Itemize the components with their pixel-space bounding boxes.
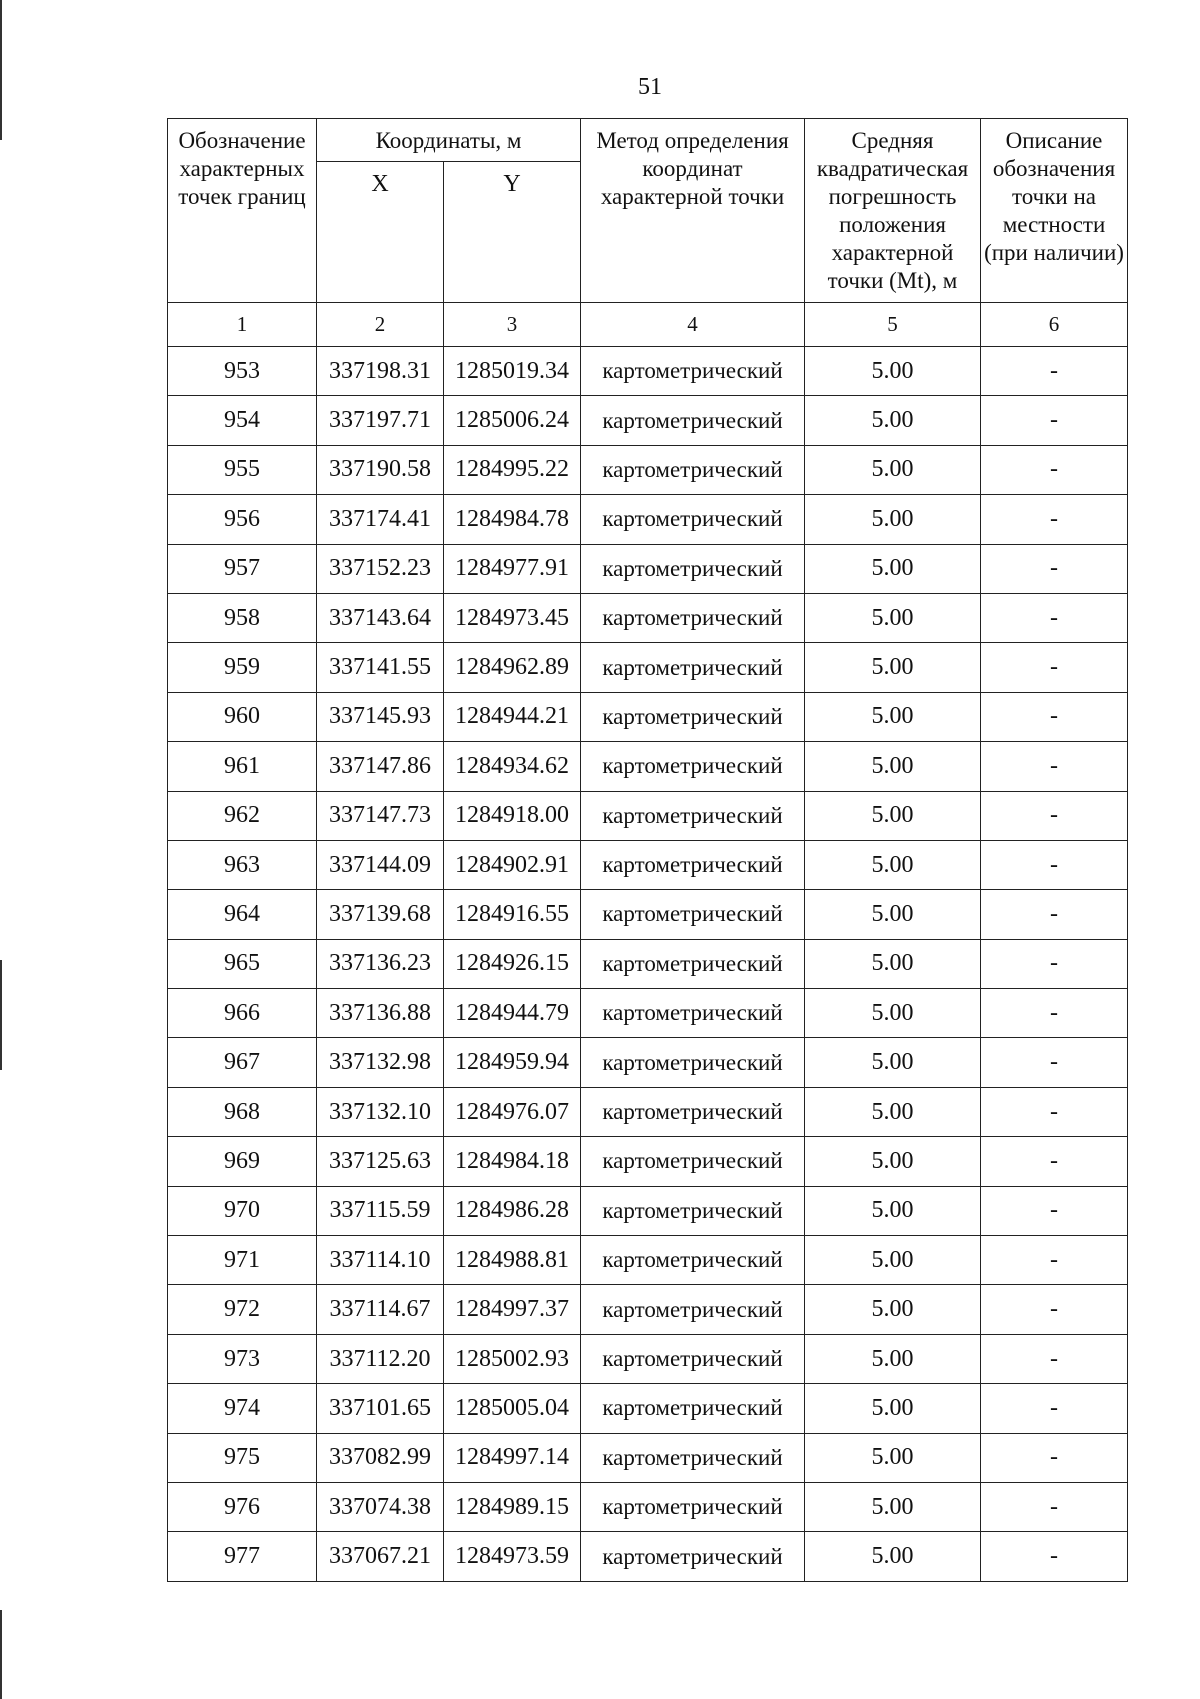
point-id-cell: 969 bbox=[168, 1137, 317, 1186]
error-cell: 5.00 bbox=[805, 791, 981, 840]
coord-y-cell: 1284976.07 bbox=[444, 1087, 581, 1136]
error-cell: 5.00 bbox=[805, 643, 981, 692]
coord-x-cell: 337152.23 bbox=[317, 544, 444, 593]
description-cell: - bbox=[981, 593, 1128, 642]
description-cell: - bbox=[981, 495, 1128, 544]
coord-y-cell: 1284944.79 bbox=[444, 989, 581, 1038]
description-cell: - bbox=[981, 890, 1128, 939]
coord-y-cell: 1284986.28 bbox=[444, 1186, 581, 1235]
table-row bbox=[168, 1285, 1128, 1334]
point-id-cell: 977 bbox=[168, 1532, 317, 1581]
coord-y-cell: 1284984.18 bbox=[444, 1137, 581, 1186]
coord-y-cell: 1284997.14 bbox=[444, 1433, 581, 1482]
method-cell: картометрический bbox=[581, 840, 805, 889]
method-cell: картометрический bbox=[581, 939, 805, 988]
point-id-cell: 960 bbox=[168, 692, 317, 741]
table-row bbox=[168, 445, 1128, 494]
table-row bbox=[168, 593, 1128, 642]
point-id-cell: 971 bbox=[168, 1236, 317, 1285]
coord-y-cell: 1285006.24 bbox=[444, 396, 581, 445]
description-cell: - bbox=[981, 1285, 1128, 1334]
error-cell: 5.00 bbox=[805, 1285, 981, 1334]
method-cell: картометрический bbox=[581, 1532, 805, 1581]
error-cell: 5.00 bbox=[805, 1186, 981, 1235]
point-id-cell: 958 bbox=[168, 593, 317, 642]
column-number: 6 bbox=[981, 303, 1128, 347]
error-cell: 5.00 bbox=[805, 544, 981, 593]
coord-y-cell: 1284916.55 bbox=[444, 890, 581, 939]
error-cell: 5.00 bbox=[805, 1532, 981, 1581]
error-cell: 5.00 bbox=[805, 347, 981, 396]
header-mean-square-error: Средняя квадратическая погрешность положения характерной точки (Mt), м bbox=[805, 119, 981, 303]
description-cell: - bbox=[981, 1334, 1128, 1383]
coord-x-cell: 337143.64 bbox=[317, 593, 444, 642]
description-cell: - bbox=[981, 1186, 1128, 1235]
coord-x-cell: 337147.73 bbox=[317, 791, 444, 840]
description-cell: - bbox=[981, 1137, 1128, 1186]
coord-y-cell: 1284995.22 bbox=[444, 445, 581, 494]
header-point-description: Описание обозначения точки на местности (при наличии) bbox=[981, 119, 1128, 303]
table-header bbox=[168, 119, 1128, 303]
coord-x-cell: 337132.98 bbox=[317, 1038, 444, 1087]
coord-y-cell: 1284973.59 bbox=[444, 1532, 581, 1581]
method-cell: картометрический bbox=[581, 692, 805, 741]
description-cell: - bbox=[981, 396, 1128, 445]
error-cell: 5.00 bbox=[805, 840, 981, 889]
table-row bbox=[168, 1038, 1128, 1087]
method-cell: картометрический bbox=[581, 1334, 805, 1383]
coord-y-cell: 1284977.91 bbox=[444, 544, 581, 593]
coord-x-cell: 337141.55 bbox=[317, 643, 444, 692]
point-id-cell: 962 bbox=[168, 791, 317, 840]
coord-x-cell: 337197.71 bbox=[317, 396, 444, 445]
page-number: 51 bbox=[638, 74, 662, 100]
header-method: Метод определения координат характерной точки bbox=[581, 119, 805, 303]
table-row bbox=[168, 1482, 1128, 1531]
error-cell: 5.00 bbox=[805, 1433, 981, 1482]
coord-x-cell: 337190.58 bbox=[317, 445, 444, 494]
error-cell: 5.00 bbox=[805, 1087, 981, 1136]
error-cell: 5.00 bbox=[805, 1334, 981, 1383]
point-id-cell: 953 bbox=[168, 347, 317, 396]
method-cell: картометрический bbox=[581, 643, 805, 692]
error-cell: 5.00 bbox=[805, 1038, 981, 1087]
coord-x-cell: 337082.99 bbox=[317, 1433, 444, 1482]
description-cell: - bbox=[981, 1038, 1128, 1087]
error-cell: 5.00 bbox=[805, 445, 981, 494]
method-cell: картометрический bbox=[581, 742, 805, 791]
error-cell: 5.00 bbox=[805, 593, 981, 642]
method-cell: картометрический bbox=[581, 1384, 805, 1433]
table-row bbox=[168, 1087, 1128, 1136]
coord-y-cell: 1284988.81 bbox=[444, 1236, 581, 1285]
description-cell: - bbox=[981, 840, 1128, 889]
header-x: X bbox=[317, 162, 444, 303]
method-cell: картометрический bbox=[581, 1137, 805, 1186]
error-cell: 5.00 bbox=[805, 989, 981, 1038]
method-cell: картометрический bbox=[581, 1236, 805, 1285]
table-row bbox=[168, 742, 1128, 791]
coord-x-cell: 337145.93 bbox=[317, 692, 444, 741]
column-number: 4 bbox=[581, 303, 805, 347]
method-cell: картометрический bbox=[581, 1087, 805, 1136]
column-number: 1 bbox=[168, 303, 317, 347]
method-cell: картометрический bbox=[581, 1186, 805, 1235]
table-row bbox=[168, 1334, 1128, 1383]
table-row bbox=[168, 1236, 1128, 1285]
coord-x-cell: 337115.59 bbox=[317, 1186, 444, 1235]
table-row bbox=[168, 495, 1128, 544]
table-row bbox=[168, 791, 1128, 840]
point-id-cell: 956 bbox=[168, 495, 317, 544]
error-cell: 5.00 bbox=[805, 1482, 981, 1531]
point-id-cell: 970 bbox=[168, 1186, 317, 1235]
coord-y-cell: 1285002.93 bbox=[444, 1334, 581, 1383]
coord-x-cell: 337125.63 bbox=[317, 1137, 444, 1186]
coordinates-table bbox=[167, 118, 1128, 1582]
description-cell: - bbox=[981, 1482, 1128, 1531]
description-cell: - bbox=[981, 544, 1128, 593]
method-cell: картометрический bbox=[581, 445, 805, 494]
header-point-designation: Обозначение характерных точек границ bbox=[168, 119, 317, 303]
method-cell: картометрический bbox=[581, 791, 805, 840]
table-row bbox=[168, 1532, 1128, 1581]
column-number: 5 bbox=[805, 303, 981, 347]
error-cell: 5.00 bbox=[805, 1236, 981, 1285]
description-cell: - bbox=[981, 742, 1128, 791]
method-cell: картометрический bbox=[581, 495, 805, 544]
scan-edge-mark bbox=[0, 0, 2, 140]
coord-x-cell: 337074.38 bbox=[317, 1482, 444, 1531]
coord-y-cell: 1284902.91 bbox=[444, 840, 581, 889]
table-body bbox=[168, 303, 1128, 1582]
description-cell: - bbox=[981, 1433, 1128, 1482]
coord-x-cell: 337139.68 bbox=[317, 890, 444, 939]
coord-x-cell: 337136.23 bbox=[317, 939, 444, 988]
coord-x-cell: 337114.67 bbox=[317, 1285, 444, 1334]
description-cell: - bbox=[981, 347, 1128, 396]
header-coordinates-group: Координаты, м bbox=[317, 119, 581, 162]
point-id-cell: 965 bbox=[168, 939, 317, 988]
error-cell: 5.00 bbox=[805, 742, 981, 791]
method-cell: картометрический bbox=[581, 347, 805, 396]
scan-edge-mark bbox=[0, 960, 2, 1070]
method-cell: картометрический bbox=[581, 1285, 805, 1334]
error-cell: 5.00 bbox=[805, 692, 981, 741]
method-cell: картометрический bbox=[581, 1038, 805, 1087]
method-cell: картометрический bbox=[581, 989, 805, 1038]
description-cell: - bbox=[981, 692, 1128, 741]
table-row bbox=[168, 643, 1128, 692]
description-cell: - bbox=[981, 989, 1128, 1038]
error-cell: 5.00 bbox=[805, 396, 981, 445]
method-cell: картометрический bbox=[581, 1433, 805, 1482]
coord-y-cell: 1284918.00 bbox=[444, 791, 581, 840]
coord-x-cell: 337198.31 bbox=[317, 347, 444, 396]
coord-x-cell: 337112.20 bbox=[317, 1334, 444, 1383]
table-row bbox=[168, 544, 1128, 593]
error-cell: 5.00 bbox=[805, 1384, 981, 1433]
point-id-cell: 963 bbox=[168, 840, 317, 889]
method-cell: картометрический bbox=[581, 544, 805, 593]
coord-y-cell: 1284944.21 bbox=[444, 692, 581, 741]
coord-x-cell: 337174.41 bbox=[317, 495, 444, 544]
method-cell: картометрический bbox=[581, 396, 805, 445]
coord-y-cell: 1284934.62 bbox=[444, 742, 581, 791]
point-id-cell: 966 bbox=[168, 989, 317, 1038]
coord-x-cell: 337101.65 bbox=[317, 1384, 444, 1433]
point-id-cell: 954 bbox=[168, 396, 317, 445]
point-id-cell: 974 bbox=[168, 1384, 317, 1433]
point-id-cell: 975 bbox=[168, 1433, 317, 1482]
coord-y-cell: 1284973.45 bbox=[444, 593, 581, 642]
table-row bbox=[168, 890, 1128, 939]
table-row bbox=[168, 989, 1128, 1038]
table-row bbox=[168, 939, 1128, 988]
description-cell: - bbox=[981, 939, 1128, 988]
coord-x-cell: 337067.21 bbox=[317, 1532, 444, 1581]
error-cell: 5.00 bbox=[805, 495, 981, 544]
point-id-cell: 957 bbox=[168, 544, 317, 593]
point-id-cell: 967 bbox=[168, 1038, 317, 1087]
table-row bbox=[168, 692, 1128, 741]
point-id-cell: 955 bbox=[168, 445, 317, 494]
table-row bbox=[168, 1384, 1128, 1433]
column-number-row bbox=[168, 303, 1128, 347]
coord-y-cell: 1285005.04 bbox=[444, 1384, 581, 1433]
column-number: 2 bbox=[317, 303, 444, 347]
coord-y-cell: 1284962.89 bbox=[444, 643, 581, 692]
description-cell: - bbox=[981, 1087, 1128, 1136]
description-cell: - bbox=[981, 791, 1128, 840]
coord-x-cell: 337132.10 bbox=[317, 1087, 444, 1136]
table-row bbox=[168, 1186, 1128, 1235]
point-id-cell: 959 bbox=[168, 643, 317, 692]
coord-y-cell: 1284959.94 bbox=[444, 1038, 581, 1087]
error-cell: 5.00 bbox=[805, 890, 981, 939]
point-id-cell: 973 bbox=[168, 1334, 317, 1383]
error-cell: 5.00 bbox=[805, 1137, 981, 1186]
scan-edge-mark bbox=[0, 1610, 2, 1699]
coord-y-cell: 1284997.37 bbox=[444, 1285, 581, 1334]
table-row bbox=[168, 1137, 1128, 1186]
coord-x-cell: 337114.10 bbox=[317, 1236, 444, 1285]
coord-x-cell: 337147.86 bbox=[317, 742, 444, 791]
column-number: 3 bbox=[444, 303, 581, 347]
description-cell: - bbox=[981, 1532, 1128, 1581]
coord-y-cell: 1284989.15 bbox=[444, 1482, 581, 1531]
error-cell: 5.00 bbox=[805, 939, 981, 988]
coord-y-cell: 1284926.15 bbox=[444, 939, 581, 988]
method-cell: картометрический bbox=[581, 890, 805, 939]
method-cell: картометрический bbox=[581, 593, 805, 642]
point-id-cell: 972 bbox=[168, 1285, 317, 1334]
coord-y-cell: 1284984.78 bbox=[444, 495, 581, 544]
description-cell: - bbox=[981, 445, 1128, 494]
coord-y-cell: 1285019.34 bbox=[444, 347, 581, 396]
description-cell: - bbox=[981, 1236, 1128, 1285]
description-cell: - bbox=[981, 1384, 1128, 1433]
description-cell: - bbox=[981, 643, 1128, 692]
table-row bbox=[168, 1433, 1128, 1482]
header-y: Y bbox=[444, 162, 581, 303]
point-id-cell: 964 bbox=[168, 890, 317, 939]
table-row bbox=[168, 840, 1128, 889]
table-row bbox=[168, 347, 1128, 396]
point-id-cell: 961 bbox=[168, 742, 317, 791]
table-row bbox=[168, 396, 1128, 445]
coord-x-cell: 337144.09 bbox=[317, 840, 444, 889]
point-id-cell: 968 bbox=[168, 1087, 317, 1136]
point-id-cell: 976 bbox=[168, 1482, 317, 1531]
coord-x-cell: 337136.88 bbox=[317, 989, 444, 1038]
method-cell: картометрический bbox=[581, 1482, 805, 1531]
